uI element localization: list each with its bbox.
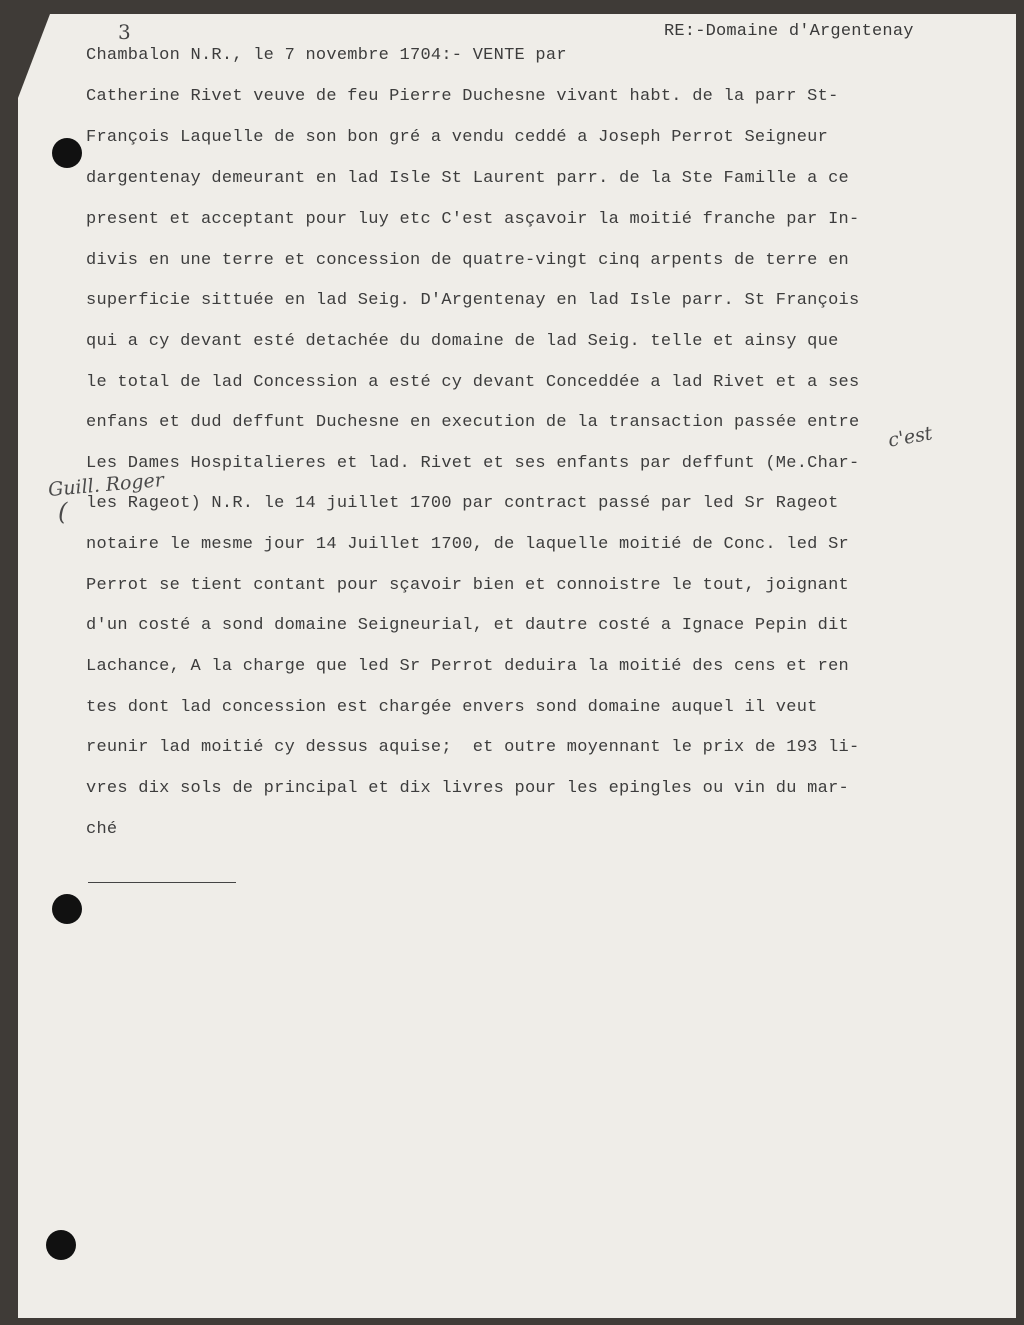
body-line: le total de lad Concession a esté cy devant Conceddée a lad Rivet et a ses [86, 373, 860, 392]
body-line: present et acceptant pour luy etc C'est asçavoir la moitié franche par In- [86, 210, 860, 229]
body-line: superficie sittuée en lad Seig. D'Argentenay en lad Isle parr. St François [86, 291, 860, 310]
page-number: 3 [118, 20, 131, 44]
body-line: Perrot se tient contant pour sçavoir bien et connoistre le tout, joignant [86, 576, 849, 595]
header-reference: RE:-Domaine d'Argentenay [664, 22, 914, 41]
punch-hole-top [52, 138, 82, 168]
section-divider [88, 882, 236, 883]
body-line: Chambalon N.R., le 7 novembre 1704:- VENTE par [86, 46, 567, 65]
body-line: Lachance, A la charge que led Sr Perrot deduira la moitié des cens et ren [86, 657, 849, 676]
handwritten-paren: ( [58, 498, 68, 526]
body-line: reunir lad moitié cy dessus aquise; et outre moyennant le prix de 193 li- [86, 738, 860, 757]
body-line: dargentenay demeurant en lad Isle St Laurent parr. de la Ste Famille a ce [86, 169, 849, 188]
body-line: enfans et dud deffunt Duchesne en execution de la transaction passée entre [86, 413, 860, 432]
body-line: notaire le mesme jour 14 Juillet 1700, de laquelle moitié de Conc. led Sr [86, 535, 849, 554]
body-line: les Rageot) N.R. le 14 juillet 1700 par contract passé par led Sr Rageot [86, 494, 839, 513]
body-line: d'un costé a sond domaine Seigneurial, et dautre costé a Ignace Pepin dit [86, 616, 849, 635]
body-line: François Laquelle de son bon gré a vendu ceddé a Joseph Perrot Seigneur [86, 128, 829, 147]
body-line: Les Dames Hospitalieres et lad. Rivet et ses enfants par deffunt (Me.Char- [86, 454, 860, 473]
handwritten-margin-note: Guill. Roger [47, 468, 165, 502]
handwritten-insertion: c'est [886, 422, 935, 452]
body-line: vres dix sols de principal et dix livres pour les epingles ou vin du mar- [86, 779, 849, 798]
body-line: qui a cy devant esté detachée du domaine de lad Seig. telle et ainsy que [86, 332, 839, 351]
body-line: tes dont lad concession est chargée envers sond domaine auquel il veut [86, 698, 818, 717]
body-line: Catherine Rivet veuve de feu Pierre Duchesne vivant habt. de la parr St- [86, 87, 839, 106]
punch-hole-bottom [46, 1230, 76, 1260]
body-line: divis en une terre et concession de quatre-vingt cinq arpents de terre en [86, 251, 849, 270]
punch-hole-middle [52, 894, 82, 924]
body-line: ché [86, 820, 118, 839]
